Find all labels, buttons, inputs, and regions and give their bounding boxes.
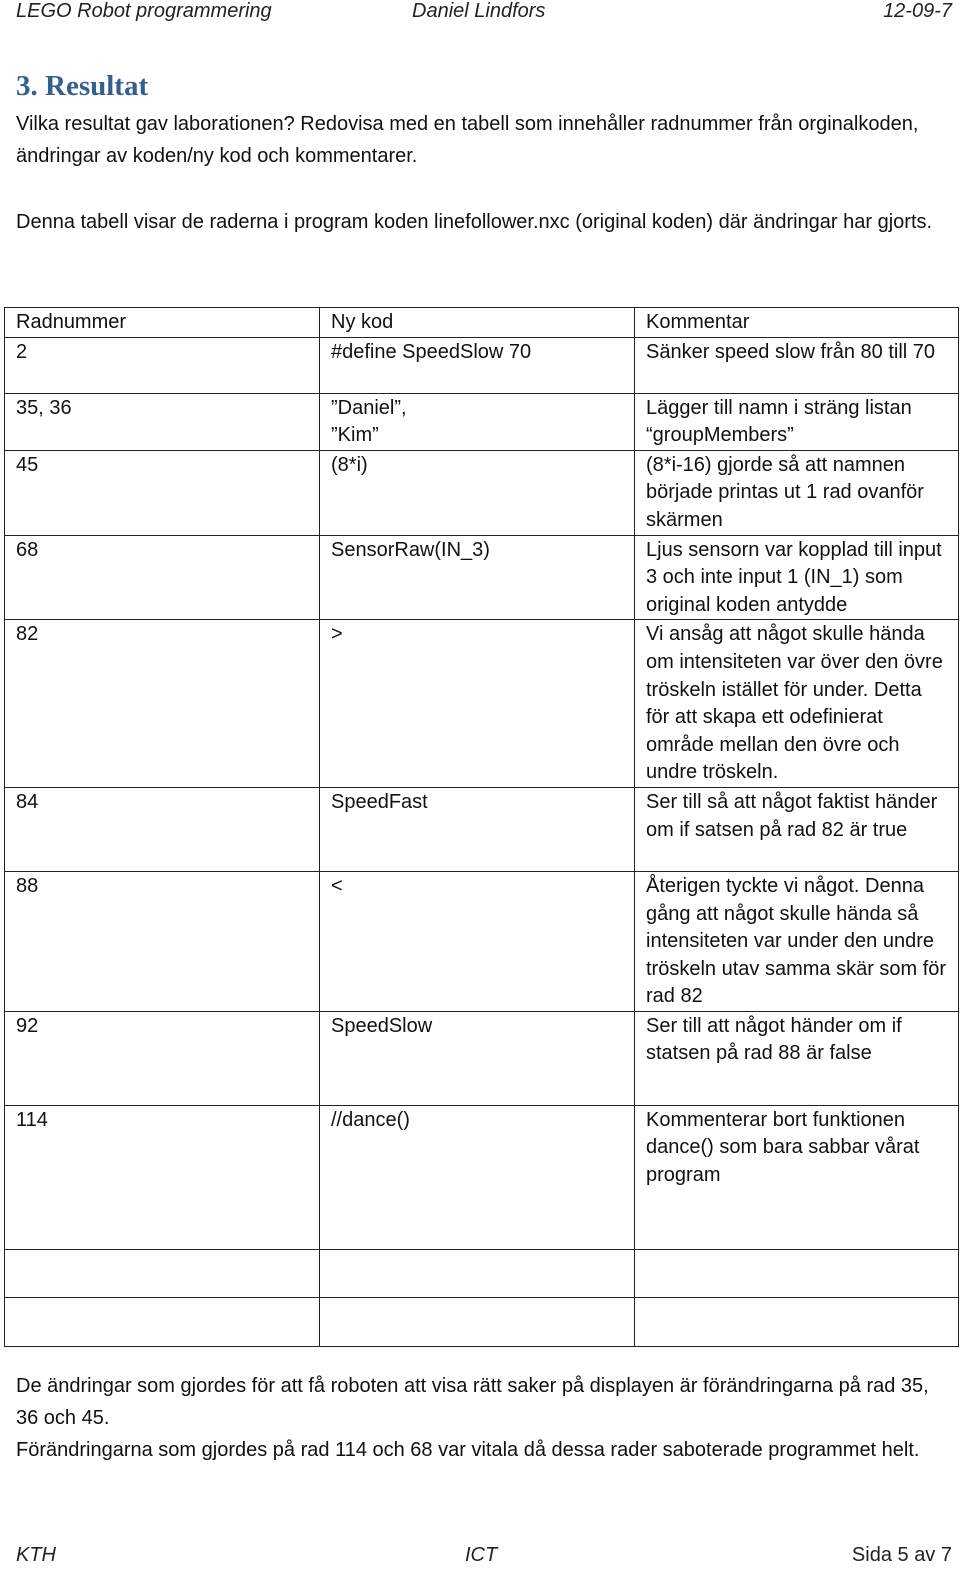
cell-code: < bbox=[320, 871, 635, 1011]
description-paragraph: Denna tabell visar de raderna i program koden linefollower.nxc (original koden) där ändringar har gjorts. bbox=[16, 211, 933, 233]
section-title: 3. Resultat bbox=[16, 70, 149, 102]
cell-comment bbox=[635, 1249, 959, 1297]
cell-line: 88 bbox=[5, 871, 320, 1011]
header-course-title: LEGO Robot programmering bbox=[16, 0, 272, 22]
table-header-row bbox=[5, 308, 959, 338]
footer-department: ICT bbox=[465, 1544, 498, 1566]
cell-line: 68 bbox=[5, 535, 320, 620]
cell-line: 84 bbox=[5, 787, 320, 871]
table-row bbox=[5, 1105, 959, 1249]
cell-line: 45 bbox=[5, 450, 320, 535]
cell-comment bbox=[635, 1297, 959, 1346]
cell-comment: Lägger till namn i sträng listan “groupMembers” bbox=[635, 393, 959, 450]
cell-comment: Återigen tyckte vi något. Denna gång att något skulle hända så intensiteten var under den undre tröskeln utav samma skär som för rad 82 bbox=[635, 871, 959, 1011]
cell-comment: Kommenterar bort funktionen dance() som bara sabbar vårat program bbox=[635, 1105, 959, 1249]
cell-code: (8*i) bbox=[320, 450, 635, 535]
page-header bbox=[16, 0, 952, 28]
cell-comment: Ser till att något händer om if statsen på rad 88 är false bbox=[635, 1011, 959, 1105]
cell-line: 35, 36 bbox=[5, 393, 320, 450]
table-row-empty bbox=[5, 1297, 959, 1346]
cell-code: ”Daniel”, ”Kim” bbox=[320, 393, 635, 450]
table-row bbox=[5, 787, 959, 871]
header-cell-code: Ny kod bbox=[320, 308, 635, 338]
table-row bbox=[5, 620, 959, 788]
page-footer bbox=[16, 1544, 952, 1574]
header-author: Daniel Lindfors bbox=[412, 0, 546, 22]
cell-code: #define SpeedSlow 70 bbox=[320, 337, 635, 393]
cell-line: 114 bbox=[5, 1105, 320, 1249]
cell-code: SensorRaw(IN_3) bbox=[320, 535, 635, 620]
header-cell-comment: Kommentar bbox=[635, 308, 959, 338]
cell-code: SpeedSlow bbox=[320, 1011, 635, 1105]
cell-code bbox=[320, 1249, 635, 1297]
conclusion-paragraph-1: De ändringar som gjordes för att få roboten att visa rätt saker på displayen är förändringarna på rad 35, 36 och 45. bbox=[16, 1375, 929, 1429]
header-date: 12-09-7 bbox=[883, 0, 952, 22]
cell-line bbox=[5, 1249, 320, 1297]
table-row bbox=[5, 393, 959, 450]
table-row-empty bbox=[5, 1249, 959, 1297]
cell-line bbox=[5, 1297, 320, 1346]
cell-code: //dance() bbox=[320, 1105, 635, 1249]
cell-comment: Sänker speed slow från 80 till 70 bbox=[635, 337, 959, 393]
intro-paragraph: Vilka resultat gav laborationen? Redovisa med en tabell som innehåller radnummer från orginalkoden, ändringar av koden/ny kod och kommentarer. bbox=[16, 113, 919, 167]
cell-comment: Ljus sensorn var kopplad till input 3 och inte input 1 (IN_1) som original koden antydde bbox=[635, 535, 959, 620]
cell-line: 92 bbox=[5, 1011, 320, 1105]
result-table bbox=[4, 307, 959, 1347]
header-cell-line: Radnummer bbox=[5, 308, 320, 338]
cell-code bbox=[320, 1297, 635, 1346]
cell-comment: (8*i-16) gjorde så att namnen började printas ut 1 rad ovanför skärmen bbox=[635, 450, 959, 535]
table-row bbox=[5, 535, 959, 620]
table-row bbox=[5, 871, 959, 1011]
table-row bbox=[5, 337, 959, 393]
table-row bbox=[5, 1011, 959, 1105]
cell-code: > bbox=[320, 620, 635, 788]
conclusion-paragraph-2: Förändringarna som gjordes på rad 114 och 68 var vitala då dessa rader saboterade programmet helt. bbox=[16, 1439, 920, 1461]
cell-comment: Ser till så att något faktist händer om if satsen på rad 82 är true bbox=[635, 787, 959, 871]
table-row bbox=[5, 450, 959, 535]
cell-code: SpeedFast bbox=[320, 787, 635, 871]
cell-line: 82 bbox=[5, 620, 320, 788]
cell-line: 2 bbox=[5, 337, 320, 393]
footer-page-number: Sida 5 av 7 bbox=[851, 1544, 952, 1566]
cell-comment: Vi ansåg att något skulle hända om intensiteten var över den övre tröskeln istället för under. Detta för att skapa ett odefinierat område mellan den övre och undre tröskeln. bbox=[635, 620, 959, 788]
footer-institution: KTH bbox=[16, 1544, 56, 1566]
